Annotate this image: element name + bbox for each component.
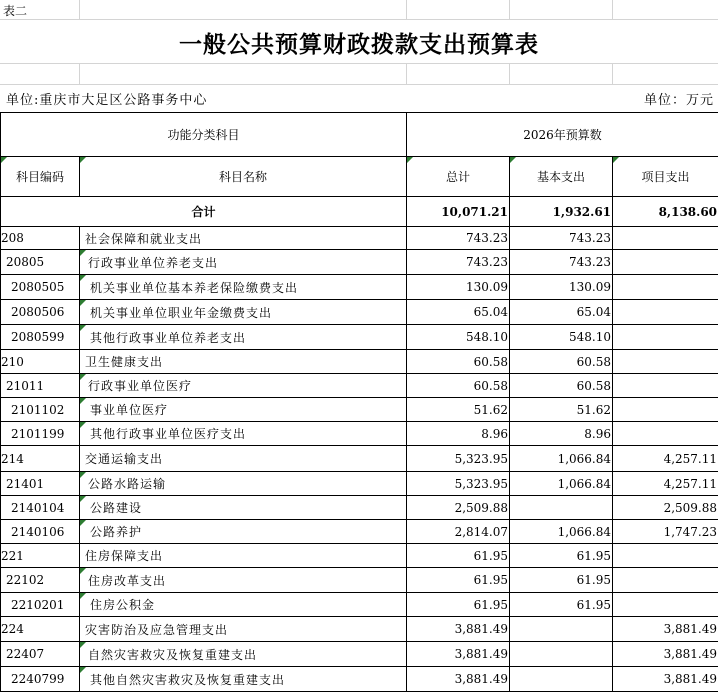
row-project bbox=[613, 593, 718, 617]
header-row-2 bbox=[1, 157, 718, 197]
row-basic: 61.95 bbox=[510, 593, 613, 617]
row-basic bbox=[510, 496, 613, 520]
row-code: 2080506 bbox=[1, 300, 80, 325]
table-row bbox=[1, 446, 718, 472]
row-total: 2,509.88 bbox=[407, 496, 510, 520]
row-name: 行政事业单位养老支出 bbox=[80, 250, 407, 275]
row-code: 2140104 bbox=[1, 496, 80, 520]
row-name: 住房保障支出 bbox=[80, 544, 407, 568]
row-code: 2210201 bbox=[1, 593, 80, 617]
row-project bbox=[613, 398, 718, 422]
table-row bbox=[1, 350, 718, 374]
total-label: 合计 bbox=[1, 197, 407, 227]
row-project: 3,881.49 bbox=[613, 667, 718, 692]
header-row-1 bbox=[1, 113, 718, 157]
row-name: 社会保障和就业支出 bbox=[80, 227, 407, 250]
row-name: 交通运输支出 bbox=[80, 446, 407, 472]
row-code: 21401 bbox=[1, 472, 80, 496]
row-project: 3,881.49 bbox=[613, 642, 718, 667]
table-row bbox=[1, 544, 718, 568]
row-basic: 1,066.84 bbox=[510, 520, 613, 544]
row-code: 2140106 bbox=[1, 520, 80, 544]
row-project: 4,257.11 bbox=[613, 472, 718, 496]
row-basic: 61.95 bbox=[510, 568, 613, 593]
row-name: 其他自然灾害救灾及恢复重建支出 bbox=[80, 667, 407, 692]
row-project: 2,509.88 bbox=[613, 496, 718, 520]
row-basic: 548.10 bbox=[510, 325, 613, 350]
row-code: 224 bbox=[1, 617, 80, 642]
row-name: 住房改革支出 bbox=[80, 568, 407, 593]
table-row bbox=[1, 422, 718, 446]
row-project bbox=[613, 275, 718, 300]
table-row bbox=[1, 593, 718, 617]
row-project: 1,747.23 bbox=[613, 520, 718, 544]
header-func-class: 功能分类科目 bbox=[1, 113, 407, 157]
row-basic: 743.23 bbox=[510, 227, 613, 250]
row-code: 2101102 bbox=[1, 398, 80, 422]
row-total: 60.58 bbox=[407, 374, 510, 398]
row-name: 公路水路运输 bbox=[80, 472, 407, 496]
row-total: 5,323.95 bbox=[407, 472, 510, 496]
row-total: 61.95 bbox=[407, 568, 510, 593]
row-code: 20805 bbox=[1, 250, 80, 275]
table-row bbox=[1, 667, 718, 692]
row-name: 机关事业单位职业年金缴费支出 bbox=[80, 300, 407, 325]
row-name: 机关事业单位基本养老保险缴费支出 bbox=[80, 275, 407, 300]
total-basic: 1,932.61 bbox=[510, 197, 613, 227]
row-basic: 60.58 bbox=[510, 350, 613, 374]
unit-organization: 单位:重庆市大足区公路事务中心 bbox=[6, 93, 208, 108]
row-name: 自然灾害救灾及恢复重建支出 bbox=[80, 642, 407, 667]
table-row bbox=[1, 496, 718, 520]
row-basic: 60.58 bbox=[510, 374, 613, 398]
row-name: 公路养护 bbox=[80, 520, 407, 544]
row-name: 公路建设 bbox=[80, 496, 407, 520]
row-total: 548.10 bbox=[407, 325, 510, 350]
row-code: 2080599 bbox=[1, 325, 80, 350]
row-code: 22407 bbox=[1, 642, 80, 667]
table-row bbox=[1, 472, 718, 496]
row-total: 3,881.49 bbox=[407, 642, 510, 667]
row-code: 210 bbox=[1, 350, 80, 374]
table-label: 表二 bbox=[3, 4, 28, 18]
row-total: 743.23 bbox=[407, 227, 510, 250]
total-row bbox=[1, 197, 718, 227]
table-row bbox=[1, 568, 718, 593]
row-basic: 65.04 bbox=[510, 300, 613, 325]
row-project bbox=[613, 422, 718, 446]
header-budget-year: 2026年预算数 bbox=[407, 113, 718, 157]
row-code: 221 bbox=[1, 544, 80, 568]
table-row bbox=[1, 642, 718, 667]
row-total: 3,881.49 bbox=[407, 617, 510, 642]
total-sum: 10,071.21 bbox=[407, 197, 510, 227]
row-basic: 51.62 bbox=[510, 398, 613, 422]
row-project bbox=[613, 325, 718, 350]
row-code: 208 bbox=[1, 227, 80, 250]
row-code: 22102 bbox=[1, 568, 80, 593]
row-code: 21011 bbox=[1, 374, 80, 398]
row-project: 3,881.49 bbox=[613, 617, 718, 642]
row-basic: 130.09 bbox=[510, 275, 613, 300]
row-basic bbox=[510, 667, 613, 692]
row-project bbox=[613, 374, 718, 398]
table-row bbox=[1, 520, 718, 544]
page-title: 一般公共预算财政拨款支出预算表 bbox=[179, 31, 539, 58]
header-project: 项目支出 bbox=[613, 157, 718, 197]
row-total: 60.58 bbox=[407, 350, 510, 374]
table-row bbox=[1, 275, 718, 300]
row-total: 5,323.95 bbox=[407, 446, 510, 472]
unit-currency: 单位：万元 bbox=[643, 93, 714, 108]
row-basic bbox=[510, 642, 613, 667]
row-project bbox=[613, 544, 718, 568]
row-basic: 1,066.84 bbox=[510, 446, 613, 472]
row-total: 61.95 bbox=[407, 544, 510, 568]
row-basic: 61.95 bbox=[510, 544, 613, 568]
header-code: 科目编码 bbox=[1, 157, 80, 197]
row-project bbox=[613, 250, 718, 275]
row-project bbox=[613, 227, 718, 250]
table-row bbox=[1, 300, 718, 325]
row-name: 卫生健康支出 bbox=[80, 350, 407, 374]
header-name: 科目名称 bbox=[80, 157, 407, 197]
row-project bbox=[613, 350, 718, 374]
row-name: 事业单位医疗 bbox=[80, 398, 407, 422]
row-total: 61.95 bbox=[407, 593, 510, 617]
table-row bbox=[1, 617, 718, 642]
row-basic: 743.23 bbox=[510, 250, 613, 275]
row-name: 其他行政事业单位养老支出 bbox=[80, 325, 407, 350]
row-basic: 1,066.84 bbox=[510, 472, 613, 496]
row-total: 130.09 bbox=[407, 275, 510, 300]
header-total: 总计 bbox=[407, 157, 510, 197]
row-project bbox=[613, 300, 718, 325]
row-name: 行政事业单位医疗 bbox=[80, 374, 407, 398]
total-project: 8,138.60 bbox=[613, 197, 718, 227]
table-row bbox=[1, 374, 718, 398]
row-code: 2080505 bbox=[1, 275, 80, 300]
row-total: 743.23 bbox=[407, 250, 510, 275]
row-total: 51.62 bbox=[407, 398, 510, 422]
row-code: 214 bbox=[1, 446, 80, 472]
row-name: 其他行政事业单位医疗支出 bbox=[80, 422, 407, 446]
header-basic: 基本支出 bbox=[510, 157, 613, 197]
row-project bbox=[613, 568, 718, 593]
row-project: 4,257.11 bbox=[613, 446, 718, 472]
row-total: 2,814.07 bbox=[407, 520, 510, 544]
row-name: 住房公积金 bbox=[80, 593, 407, 617]
row-basic bbox=[510, 617, 613, 642]
row-total: 3,881.49 bbox=[407, 667, 510, 692]
table-row bbox=[1, 250, 718, 275]
table-row bbox=[1, 227, 718, 250]
row-total: 65.04 bbox=[407, 300, 510, 325]
budget-table bbox=[0, 112, 718, 692]
row-basic: 8.96 bbox=[510, 422, 613, 446]
row-name: 灾害防治及应急管理支出 bbox=[80, 617, 407, 642]
row-code: 2101199 bbox=[1, 422, 80, 446]
row-total: 8.96 bbox=[407, 422, 510, 446]
table-row bbox=[1, 398, 718, 422]
table-row bbox=[1, 325, 718, 350]
row-code: 2240799 bbox=[1, 667, 80, 692]
